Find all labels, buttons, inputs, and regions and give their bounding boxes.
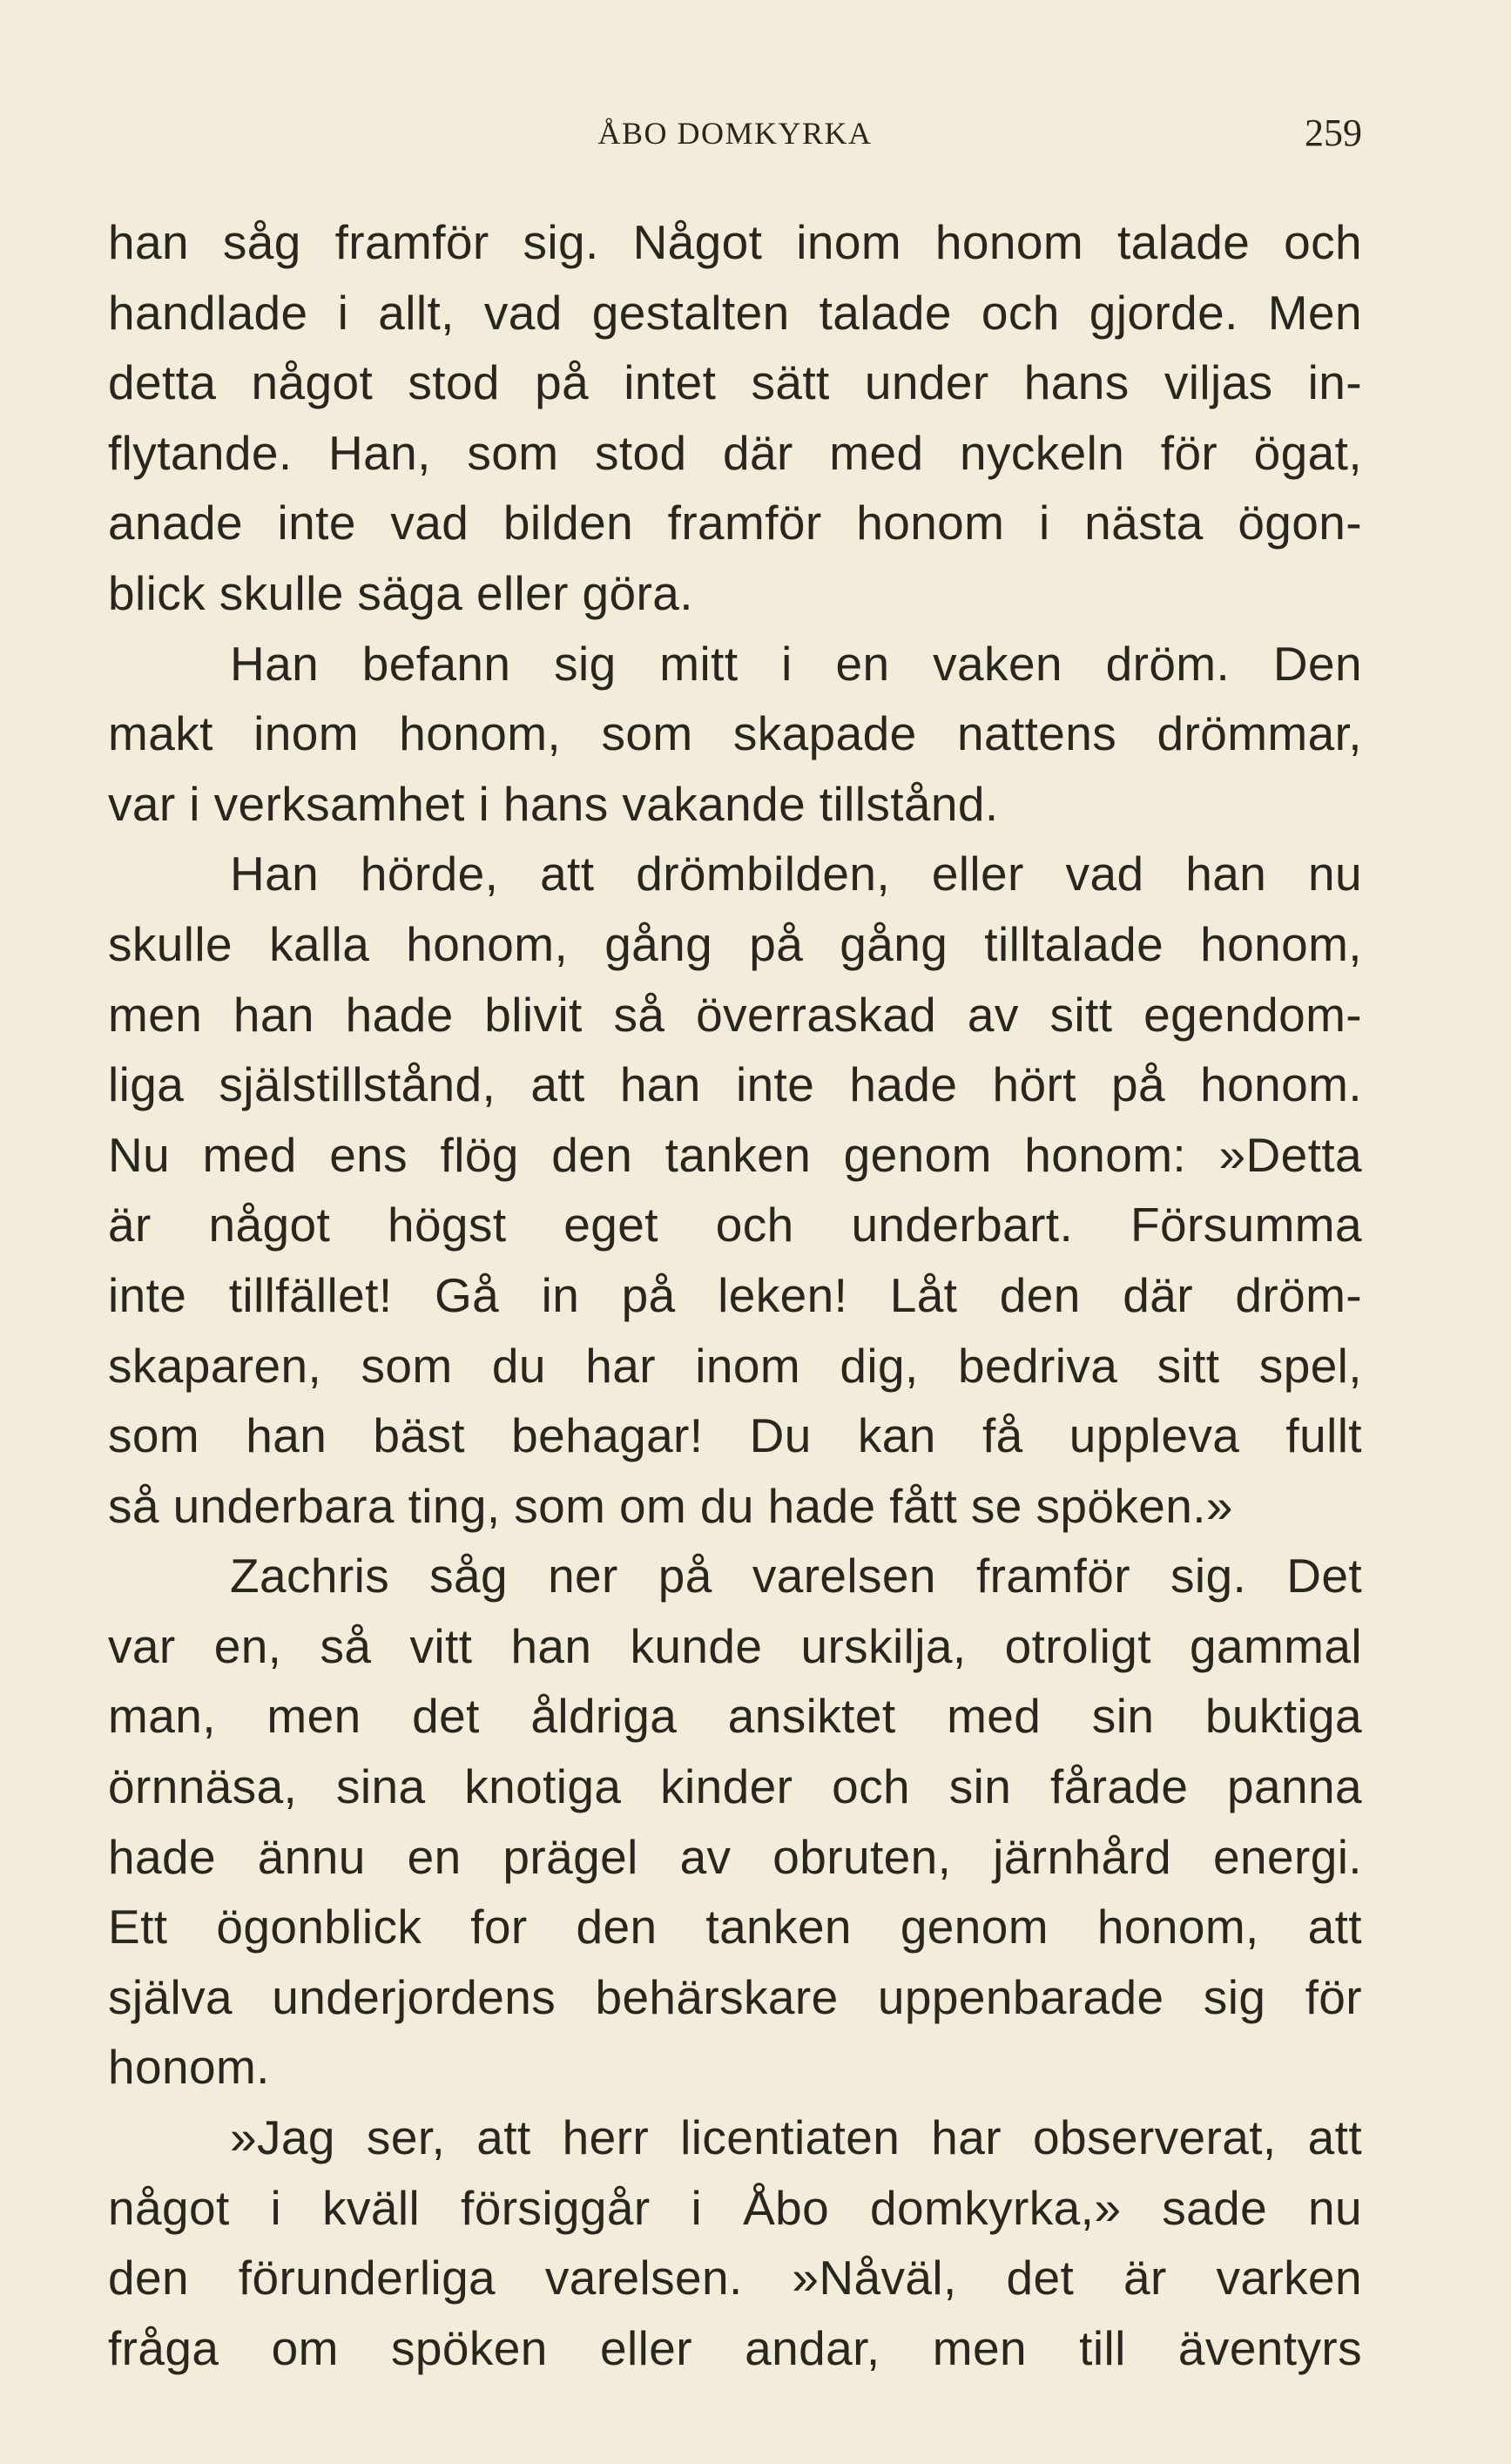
text-line: Zachris såg ner på varelsen framför sig. Det [230,1549,1362,1603]
text-line: detta något stod på intet sätt under hans viljas in- [108,355,1362,410]
text-line: makt inom honom, som skapade nattens drömmar, [108,706,1362,761]
text-line: Nu med ens flög den tanken genom honom: »Detta [108,1127,1362,1182]
text-line: var en, så vitt han kunde urskilja, otroligt gammal [108,1618,1362,1673]
text-line: han såg framför sig. Något inom honom talade och [108,215,1362,269]
text-line: skaparen, som du har inom dig, bedriva sitt spel, [108,1338,1362,1393]
body-text [108,207,1362,2383]
text-line: anade inte vad bilden framför honom i nästa ögon- [108,496,1362,550]
text-line: skulle kalla honom, gång på gång tilltalade honom, [108,916,1362,971]
text-line: själva underjordens behärskare uppenbarade sig för [108,1969,1362,2024]
running-title: ÅBO DOMKYRKA [597,116,873,151]
text-line: något i kväll försiggår i Åbo domkyrka,» sade nu [108,2180,1362,2235]
text-line: som han bäst behagar! Du kan få uppleva fullt [108,1408,1362,1463]
text-line: flytande. Han, som stod där med nyckeln för ögat, [108,425,1362,480]
running-head [108,111,1362,164]
text-line: man, men det åldriga ansiktet med sin buktiga [108,1689,1362,1744]
text-line: blick skulle säga eller göra. [108,565,693,620]
text-line: liga själstillstånd, att han inte hade hört på honom. [108,1057,1362,1112]
text-line: Ett ögonblick for den tanken genom honom, att [108,1900,1362,1954]
text-line: så underbara ting, som om du hade fått se spöken.» [108,1478,1233,1533]
text-line: hade ännu en prägel av obruten, järnhård energi. [108,1829,1362,1884]
text-line: Han befann sig mitt i en vaken dröm. Den [230,636,1362,691]
text-line: örnnäsa, sina knotiga kinder och sin fårade panna [108,1759,1362,1814]
text-line: fråga om spöken eller andar, men till äventyrs [108,2320,1362,2375]
page-number: 259 [1305,111,1362,154]
text-line: honom. [108,2040,270,2095]
text-line: är något högst eget och underbart. Försumma [108,1198,1362,1252]
text-line: den förunderliga varelsen. »Nåväl, det är varken [108,2251,1362,2305]
text-line: handlade i allt, vad gestalten talade och gjorde. Men [108,285,1362,340]
text-line: inte tillfället! Gå in på leken! Låt den där dröm- [108,1267,1362,1322]
text-line: var i verksamhet i hans vakande tillstånd. [108,776,999,831]
text-line: »Jag ser, att herr licentiaten har observerat, att [230,2110,1362,2165]
text-line: men han hade blivit så överraskad av sitt egendom- [108,987,1362,1042]
text-line: Han hörde, att drömbilden, eller vad han nu [230,847,1362,901]
